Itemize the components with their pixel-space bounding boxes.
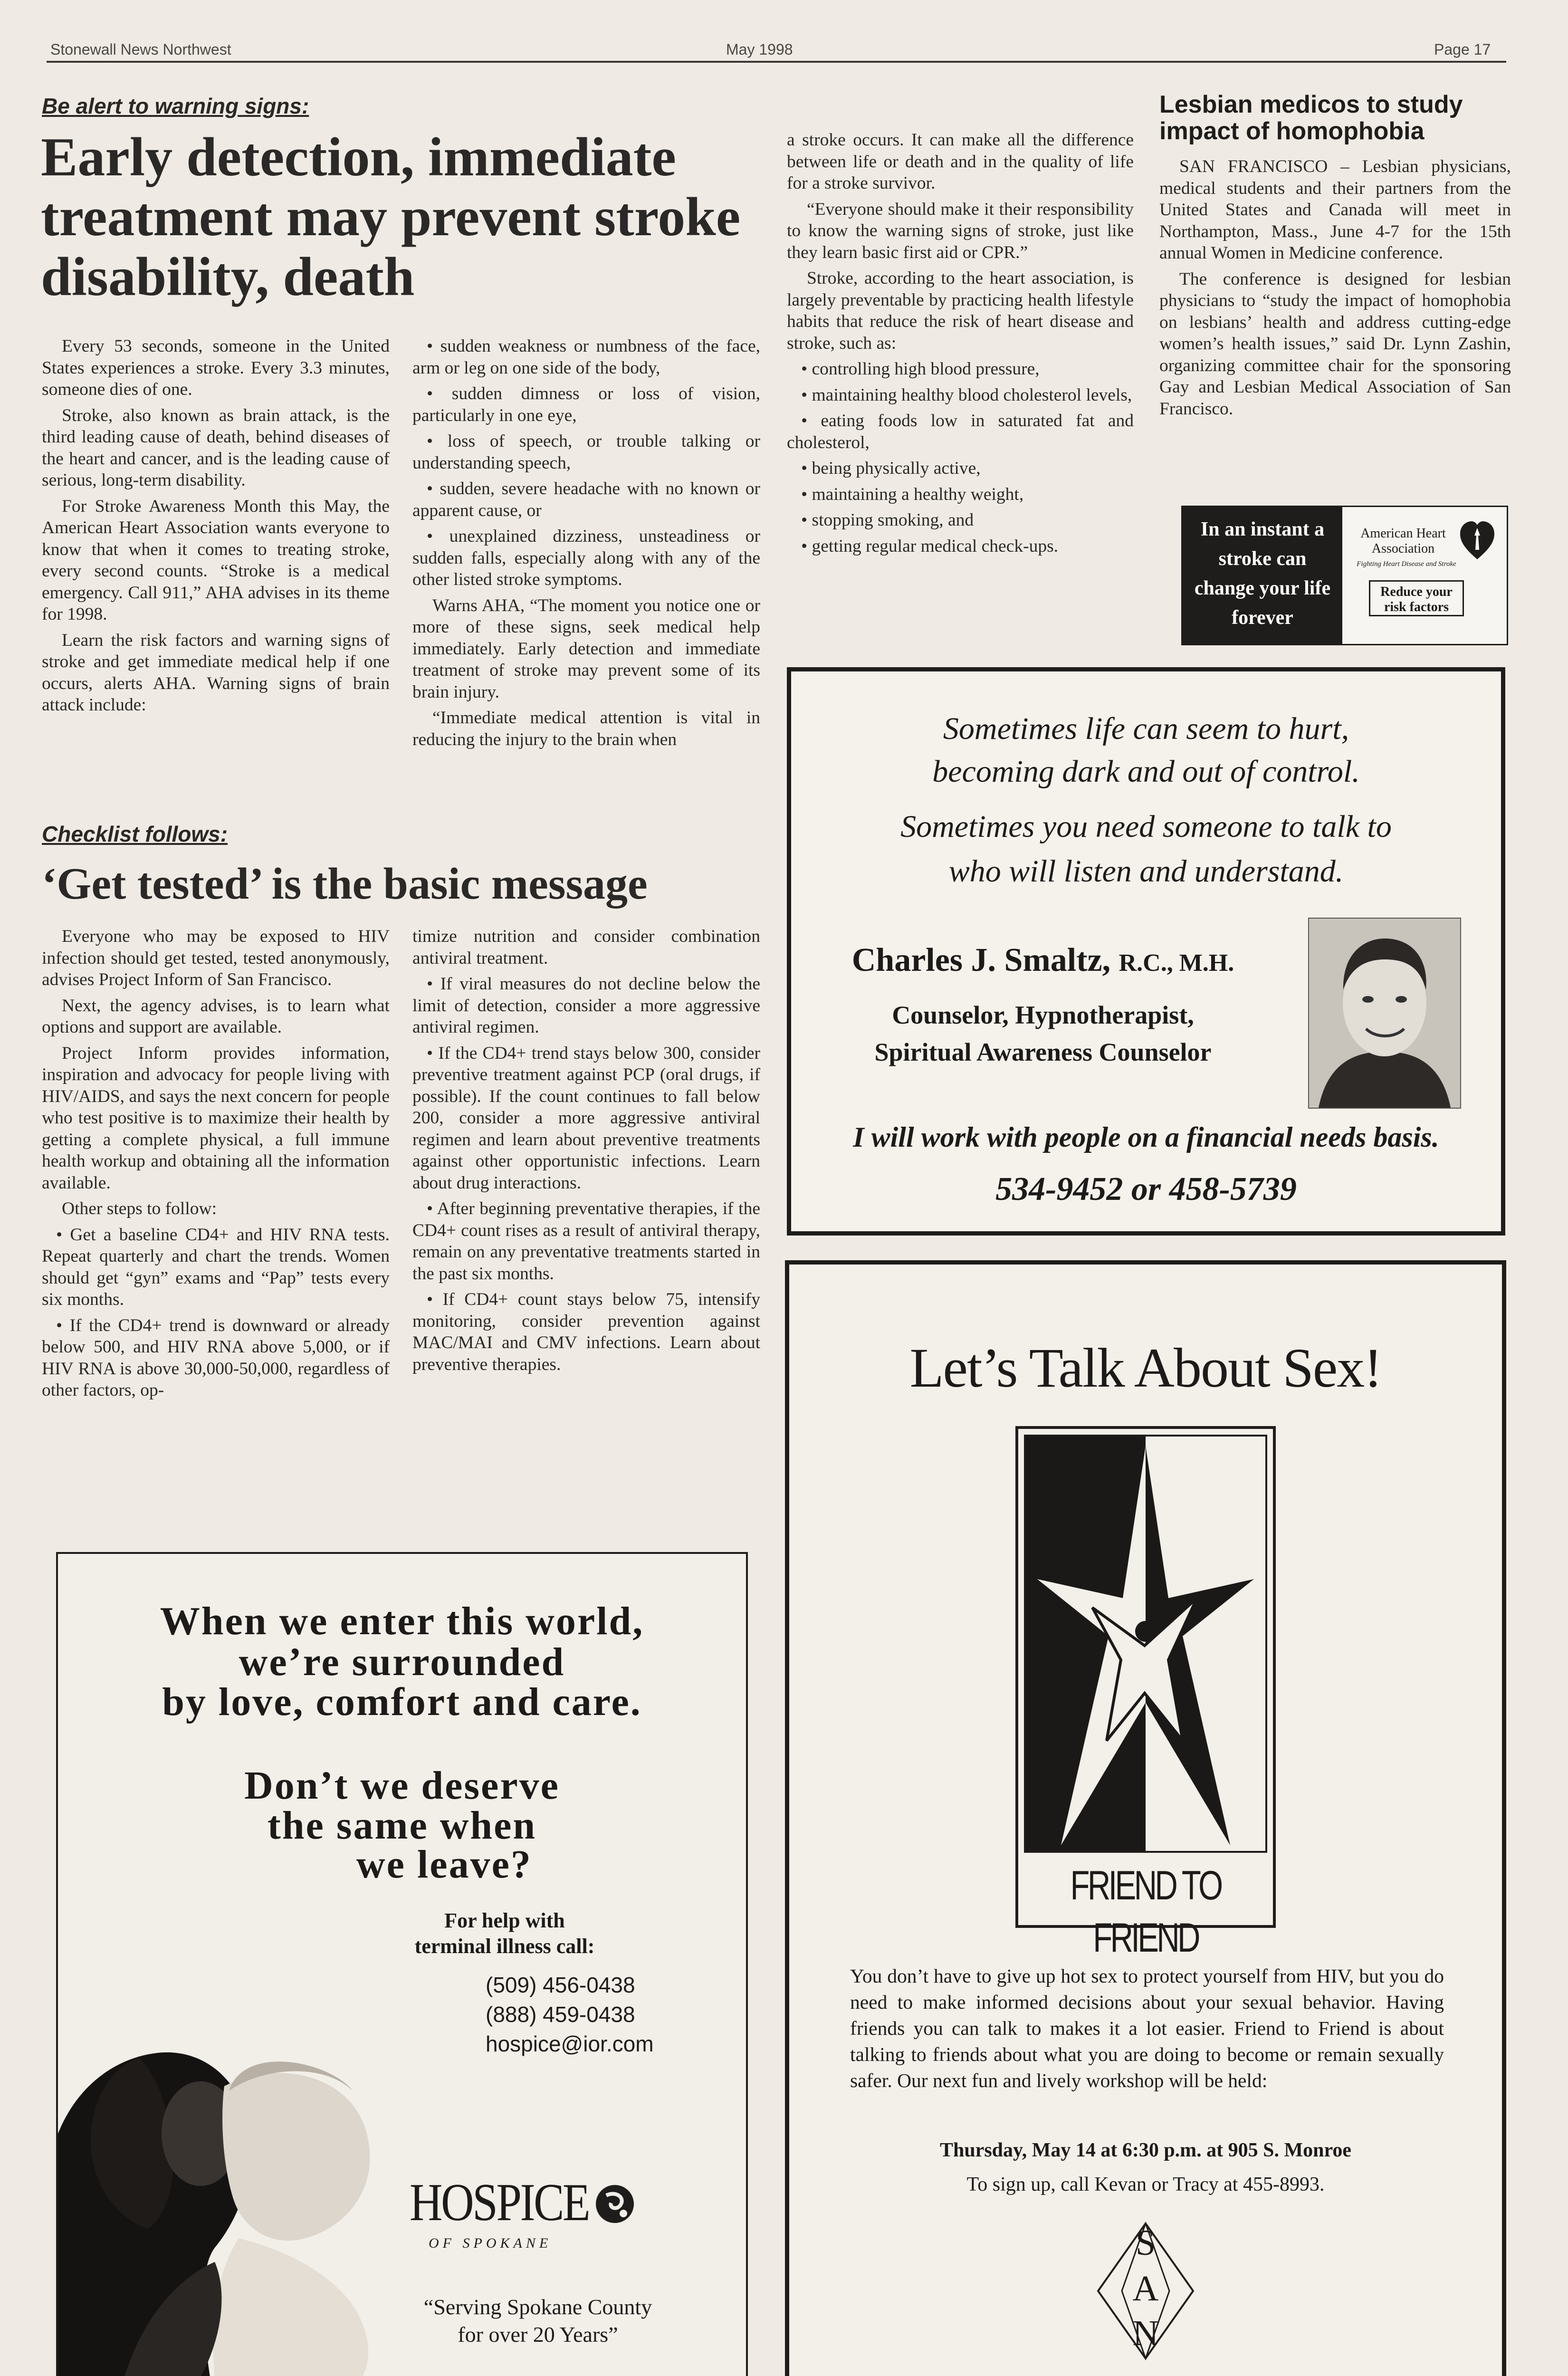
hospice-slogan: “Serving Spokane County bbox=[423, 2295, 652, 2319]
paragraph: Everyone who may be exposed to HIV infection should get tested, tested anonymously, advises Project Inform of San Francisco. bbox=[42, 927, 390, 989]
hiv-headline: ‘Get tested’ is the basic message bbox=[42, 859, 648, 909]
header-rule bbox=[47, 61, 1506, 63]
mother-child-photo bbox=[58, 1887, 429, 2376]
hospice-slogan: for over 20 Years” bbox=[458, 2322, 618, 2347]
ad-line: Sometimes you need someone to talk to bbox=[900, 809, 1392, 844]
bullet: • eating foods low in saturated fat and cholesterol, bbox=[787, 411, 1134, 452]
ad-line: Sometimes life can seem to hurt, bbox=[943, 711, 1349, 746]
paragraph: “Everyone should make it their responsibility to know the warning signs of stroke, just like they learn basic first aid or CPR.” bbox=[787, 199, 1134, 262]
bullet: • loss of speech, or trouble talking or understanding speech, bbox=[412, 431, 760, 473]
help-line: For help with bbox=[444, 1909, 565, 1932]
counselor-ad bbox=[787, 667, 1505, 1236]
bullet: • If the CD4+ trend stays below 300, consider preventive treatment against PCP (oral drugs, if possible). If the count continues to fall below 200, consider a more aggressive antiviral regimen and learn about preventive treatments against other opportunistic infections. Learn about drug interactions. bbox=[412, 1043, 760, 1193]
ad-line: becoming dark and out of control. bbox=[932, 754, 1360, 789]
bullet: • stopping smoking, and bbox=[801, 510, 974, 530]
bullet: • controlling high blood pressure, bbox=[801, 359, 1040, 379]
bullet: • sudden dimness or loss of vision, particularly in one eye, bbox=[412, 384, 760, 425]
aha-slogan: In an instant a stroke can change your life forever bbox=[1183, 507, 1342, 644]
ad-line: who will listen and understand. bbox=[948, 854, 1344, 889]
paragraph: Every 53 seconds, someone in the United States experiences a stroke. Every 3.3 minutes, someone dies of one. bbox=[42, 336, 390, 399]
friend-logo bbox=[1015, 1426, 1276, 1961]
paragraph: The conference is designed for lesbian physicians to “study the impact of homophobia on lesbians’ health and address cutting-edge women’s health issues,” said Dr. Lynn Zashin, organizing committee chair for the sponsoring Gay and Lesbian Medical Association of San Francisco. bbox=[1159, 269, 1511, 419]
bullet: • After beginning preventative therapies, if the CD4+ count rises as a result of antiviral therapy, remain on any preventative treatments started in the past six months. bbox=[412, 1199, 760, 1284]
homophobia-headline: Lesbian medicos to study impact of homophobia bbox=[1159, 91, 1463, 145]
hiv-col-1 bbox=[42, 926, 390, 1406]
bullet: • maintaining a healthy weight, bbox=[801, 484, 1024, 504]
counselor-name: Charles J. Smaltz, bbox=[851, 942, 1111, 978]
paragraph: Project Inform provides information, inspiration and advocacy for people living with HIV/AIDS, and says the next concern for people who test positive is to maximize their health by getting a complete physical, a full immune health workup and obtaining all the information available. bbox=[42, 1043, 390, 1193]
counselor-credentials: R.C., M.H. bbox=[1119, 949, 1234, 977]
bullet: • being physically active, bbox=[801, 459, 981, 478]
friend-to-friend-ad bbox=[785, 1260, 1506, 2376]
stroke-col-1 bbox=[42, 335, 390, 720]
workshop-details: Thursday, May 14 at 6:30 p.m. at 905 S. Monroe bbox=[939, 2139, 1352, 2161]
friend-ad-body: You don’t have to give up hot sex to protect yourself from HIV, but you do need to make informed decisions about your sexual behavior. Having friends you can talk to makes it a lot easier. Friend to Friend is about talking to friends about what you are doing to become or remain sexually safer. Our next fun and lively workshop will be held: bbox=[850, 1965, 1444, 2091]
bullet: • If viral measures do not decline below the limit of detection, consider a more aggressive antiviral regimen. bbox=[412, 974, 760, 1037]
paragraph: a stroke occurs. It can make all the difference between life or death and in the quality of life for a stroke survivor. bbox=[787, 130, 1134, 193]
hospice-phone: (509) 456-0438 bbox=[486, 1973, 635, 1997]
issue-date: May 1998 bbox=[726, 41, 793, 58]
hospice-phone: (888) 459-0438 bbox=[486, 2002, 635, 2027]
paragraph: Next, the agency advises, is to learn what options and support are available. bbox=[42, 996, 390, 1037]
paragraph: Stroke, also known as brain attack, is the third leading cause of death, behind diseases of the heart and cancer, and is the leading cause of serious, long-term disability. bbox=[42, 405, 390, 490]
signup-info: To sign up, call Kevan or Tracy at 455-8993. bbox=[966, 2174, 1325, 2195]
hospice-line: When we enter this world, bbox=[160, 1599, 644, 1643]
paragraph: SAN FRANCISCO – Lesbian physicians, medical students and their partners from the United States and Canada will meet in Northampton, Mass., June 4-7 for the 15th annual Women in Medicine conference. bbox=[1159, 157, 1511, 263]
paragraph: Other steps to follow: bbox=[62, 1199, 217, 1218]
stroke-headline: Early detection, immediate treatment may prevent stroke disability, death bbox=[41, 127, 741, 307]
hospice-swirl-icon bbox=[592, 2181, 638, 2229]
hospice-logo bbox=[410, 2167, 638, 2262]
paragraph: timize nutrition and consider combination antiviral treatment. bbox=[412, 927, 760, 968]
paragraph: Warns AHA, “The moment you notice one or more of these signs, seek medical help immediately. Early detection and immediate treatment of stroke may prevent some of its brain injury. bbox=[412, 595, 760, 702]
hospice-logo-text: HOSPICE bbox=[410, 2173, 589, 2232]
heart-torch-icon bbox=[1459, 519, 1495, 563]
help-line: terminal illness call: bbox=[414, 1935, 595, 1958]
bullet: • If the CD4+ trend is downward or already below 500, and HIV RNA above 5,000, or if HIV RNA is above 30,000-50,000, regardless of other factors, op- bbox=[42, 1315, 390, 1400]
counselor-name-line bbox=[829, 941, 1257, 979]
hospice-ad bbox=[56, 1552, 748, 2376]
san-letter: N bbox=[1132, 2313, 1159, 2353]
counselor-phones: 534-9452 or 458-5739 bbox=[995, 1171, 1297, 1207]
stroke-col-3 bbox=[787, 129, 1134, 561]
bullet: • sudden, severe headache with no known or apparent cause, or bbox=[412, 479, 760, 520]
counselor-photo bbox=[1308, 918, 1461, 1109]
page-number: Page 17 bbox=[1434, 41, 1491, 58]
counselor-title: Counselor, Hypnotherapist, bbox=[892, 1001, 1194, 1029]
homophobia-body bbox=[1159, 156, 1511, 424]
bullet: • If CD4+ count stays below 75, intensify monitoring, consider prevention against MAC/MAI and CMV infections. Learn about preventive therapies. bbox=[412, 1290, 760, 1374]
hiv-kicker: Checklist follows: bbox=[42, 822, 228, 846]
aha-ad bbox=[1181, 506, 1508, 645]
publication-name: Stonewall News Northwest bbox=[50, 41, 231, 58]
san-letter: A bbox=[1132, 2269, 1159, 2309]
san-letter: S bbox=[1135, 2223, 1156, 2263]
stroke-kicker: Be alert to warning signs: bbox=[42, 94, 309, 118]
bullet: • unexplained dizziness, unsteadiness or sudden falls, especially along with any of the other listed stroke symptoms. bbox=[412, 527, 760, 589]
aha-org-name: American Heart Association bbox=[1360, 526, 1446, 556]
paragraph: Stroke, according to the heart association, is largely preventable by practicing health lifestyle habits that reduce the risk of heart disease and stroke, such as: bbox=[787, 268, 1134, 353]
friend-logo-art bbox=[1024, 1435, 1267, 1853]
san-logo bbox=[1093, 2220, 1198, 2376]
bullet: • getting regular medical check-ups. bbox=[801, 536, 1059, 556]
stroke-col-2 bbox=[412, 335, 760, 755]
hospice-line: Don’t we deserve bbox=[244, 1763, 560, 1808]
bullet: • maintaining healthy blood cholesterol levels, bbox=[801, 385, 1132, 405]
hospice-line: the same when bbox=[267, 1803, 537, 1848]
ad-headline: Let’s Talk About Sex! bbox=[909, 1337, 1382, 1399]
aha-tagline: Fighting Heart Disease and Stroke bbox=[1357, 560, 1456, 568]
hospice-line: we leave? bbox=[356, 1842, 532, 1887]
paragraph: For Stroke Awareness Month this May, the American Heart Association wants everyone to know that when it comes to treating stroke, every second counts. “Stroke is a medical emergency. Call 911,” AHA advises in its theme for 1998. bbox=[42, 496, 390, 624]
reduce-risk-button[interactable]: Reduce your risk factors bbox=[1369, 580, 1464, 616]
paragraph: Learn the risk factors and warning signs of stroke and get immediate medical help if one occurs, alerts AHA. Warning signs of brain attack include: bbox=[42, 630, 390, 715]
hospice-logo-subtext: OF SPOKANE bbox=[429, 2235, 552, 2251]
paragraph: “Immediate medical attention is vital in reducing the injury to the brain when bbox=[412, 708, 760, 749]
hospice-email: hospice@ior.com bbox=[486, 2031, 654, 2056]
counselor-title: Spiritual Awareness Counselor bbox=[874, 1038, 1212, 1066]
friend-logo-text: FRIEND TO FRIEND bbox=[1070, 1863, 1221, 1961]
hiv-col-2 bbox=[412, 926, 760, 1380]
bullet: • sudden weakness or numbness of the face, arm or leg on one side of the body, bbox=[412, 336, 760, 378]
hospice-line: by love, comfort and care. bbox=[162, 1680, 642, 1724]
bullet: • Get a baseline CD4+ and HIV RNA tests. Repeat quarterly and chart the trends. Women should get “gyn” exams and “Pap” tests every six months. bbox=[42, 1225, 390, 1309]
hospice-line: we’re surrounded bbox=[239, 1640, 565, 1684]
financial-note: I will work with people on a financial needs basis. bbox=[853, 1121, 1439, 1153]
